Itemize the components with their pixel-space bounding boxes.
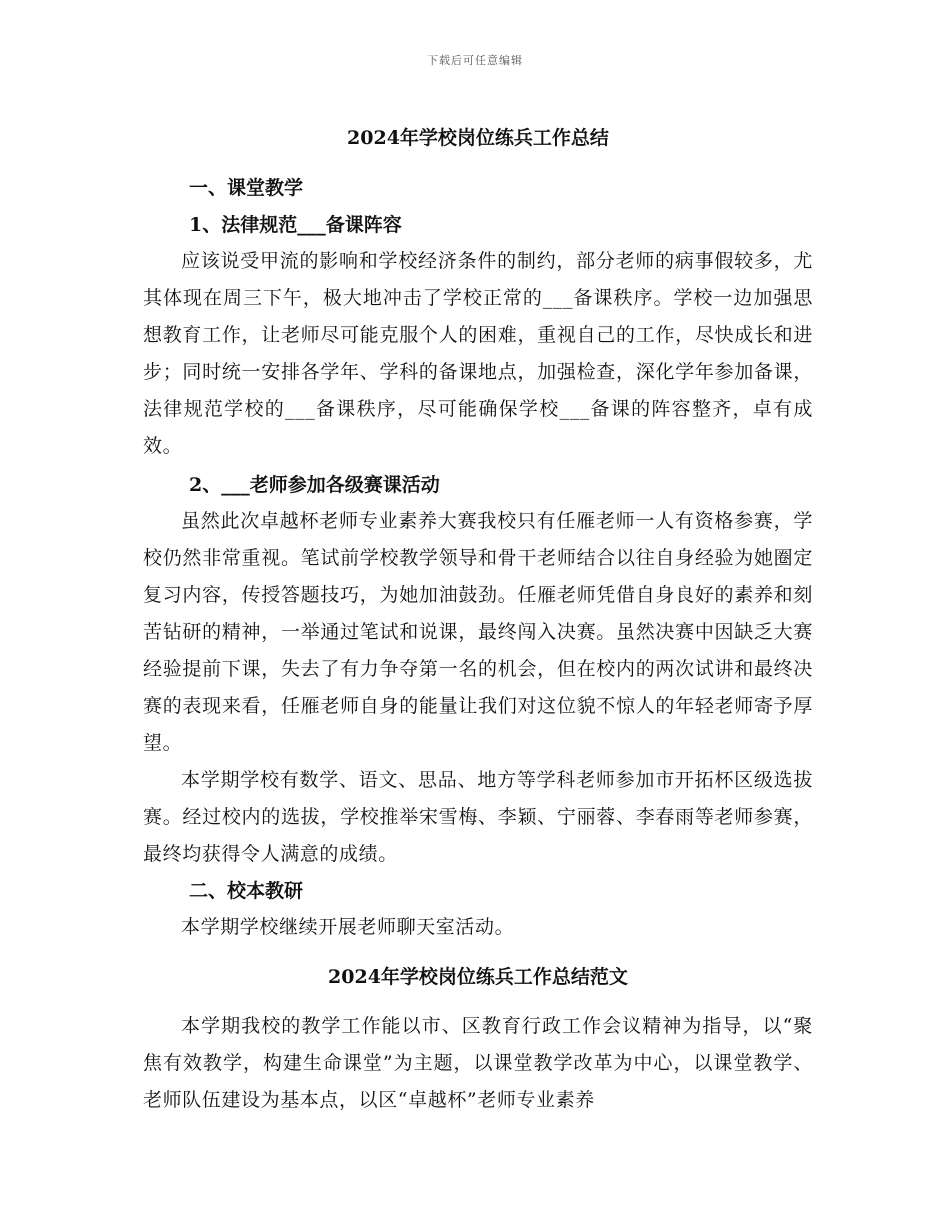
document-title-sample: 2024年学校岗位练兵工作总结范文 [328,966,628,988]
document-title: 2024年学校岗位练兵工作总结 [347,127,609,149]
subsection-heading-teacher-competitions: 2、___老师参加各级赛课活动 [189,474,440,496]
section-heading-classroom-teaching: 一、课堂教学 [189,177,304,199]
paragraph-lesson-preparation: 应该说受甲流的影响和学校经济条件的制约，部分老师的病事假较多，尤其体现在周三下午，极大地冲击了学校正常的___备课秩序。学校一边加强思想教育工作，让老师尽可能克服个人的困难，重视自己的工作，尽快成长和进步；同时统一安排各学年、学科的备课地点，加强检查，深化学年参加备课，法律规范学校的___备课秩序，尽可能确保学校___备课的阵容整齐，卓有成效。 [143,250,813,457]
section-heading-school-research: 二、校本教研 [189,880,304,902]
page-header-note: 下载后可任意编辑 [427,54,523,67]
subsection-heading-lesson-preparation: 1、法律规范___备课阵容 [189,214,402,236]
paragraph-excellence-cup: 虽然此次卓越杯老师专业素养大赛我校只有任雁老师一人有资格参赛，学校仍然非常重视。笔试前学校教学领导和骨干老师结合以往自身经验为她圈定复习内容，传授答题技巧，为她加油鼓劲。任雁老师凭借自身良好的素养和刻苦钻研的精神，一举通过笔试和说课，最终闯入决赛。虽然决赛中因缺乏大赛经验提前下课，失去了有力争夺第一名的机会，但在校内的两次试讲和最终决赛的表现来看，任雁老师自身的能量让我们对这位貌不惊人的年轻老师寄予厚望。 [143,510,813,754]
paragraph-teacher-chatroom: 本学期学校继续开展老师聊天室活动。 [181,916,515,938]
paragraph-teaching-work: 本学期我校的教学工作能以市、区教育行政工作会议精神为指导，以“聚焦有效教学，构建生命课堂”为主题，以课堂教学改革为中心，以课堂教学、老师队伍建设为基本点，以区“卓越杯”老师专业素养 [143,1015,813,1111]
paragraph-pioneer-cup: 本学期学校有数学、语文、思品、地方等学科老师参加市开拓杯区级选拔赛。经过校内的选拔，学校推举宋雪梅、李颖、宁丽蓉、李春雨等老师参赛，最终均获得令人满意的成绩。 [143,769,813,865]
